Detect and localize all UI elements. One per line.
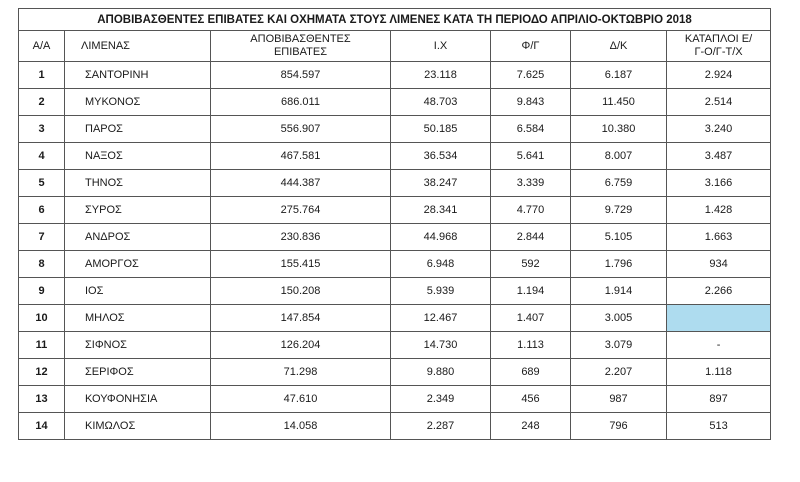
cell-fg: 1.407 <box>491 305 571 332</box>
cell-passengers: 47.610 <box>211 386 391 413</box>
cell-aa: 14 <box>19 413 65 440</box>
cell-aa: 12 <box>19 359 65 386</box>
cell-passengers: 150.208 <box>211 278 391 305</box>
cell-arrivals: 2.924 <box>667 62 771 89</box>
table-row <box>19 116 771 143</box>
header-passengers-line2: ΕΠΙΒΑΤΕΣ <box>273 46 328 58</box>
table-row <box>19 197 771 224</box>
table-body <box>19 62 771 440</box>
cell-dk: 987 <box>571 386 667 413</box>
cell-ix: 36.534 <box>391 143 491 170</box>
cell-arrivals-highlighted <box>667 305 771 332</box>
header-passengers-line1: ΑΠΟΒΙΒΑΣΘΕΝΤΕΣ <box>250 33 351 45</box>
table-row <box>19 305 771 332</box>
cell-port: ΤΗΝΟΣ <box>65 170 211 197</box>
table-row <box>19 386 771 413</box>
cell-dk: 3.005 <box>571 305 667 332</box>
cell-aa: 7 <box>19 224 65 251</box>
cell-passengers: 467.581 <box>211 143 391 170</box>
cell-dk: 6.759 <box>571 170 667 197</box>
cell-passengers: 444.387 <box>211 170 391 197</box>
cell-dk: 6.187 <box>571 62 667 89</box>
cell-port: ΑΜΟΡΓΟΣ <box>65 251 211 278</box>
header-arrivals <box>667 31 771 62</box>
cell-aa: 8 <box>19 251 65 278</box>
cell-aa: 5 <box>19 170 65 197</box>
cell-fg: 1.113 <box>491 332 571 359</box>
port-statistics-table <box>18 8 771 440</box>
cell-aa: 6 <box>19 197 65 224</box>
cell-ix: 14.730 <box>391 332 491 359</box>
cell-fg: 7.625 <box>491 62 571 89</box>
cell-port: ΚΟΥΦΟΝΗΣΙΑ <box>65 386 211 413</box>
cell-port: ΣΥΡΟΣ <box>65 197 211 224</box>
cell-ix: 12.467 <box>391 305 491 332</box>
cell-passengers: 275.764 <box>211 197 391 224</box>
cell-arrivals: 3.487 <box>667 143 771 170</box>
cell-dk: 11.450 <box>571 89 667 116</box>
cell-fg: 689 <box>491 359 571 386</box>
cell-aa: 13 <box>19 386 65 413</box>
cell-port: ΜΗΛΟΣ <box>65 305 211 332</box>
cell-dk: 5.105 <box>571 224 667 251</box>
cell-ix: 48.703 <box>391 89 491 116</box>
cell-port: ΣΙΦΝΟΣ <box>65 332 211 359</box>
cell-passengers: 147.854 <box>211 305 391 332</box>
table-title: ΑΠΟΒΙΒΑΣΘΕΝΤΕΣ ΕΠΙΒΑΤΕΣ ΚΑΙ ΟΧΗΜΑΤΑ ΣΤΟΥΣ ΛΙΜΕΝΕΣ ΚΑΤΑ ΤΗ ΠΕΡΙΟΔΟ ΑΠΡΙΛΙΟ-ΟΚΤΩΒΡΙΟ 2018 <box>19 9 771 31</box>
cell-passengers: 854.597 <box>211 62 391 89</box>
cell-arrivals: 1.428 <box>667 197 771 224</box>
cell-dk: 9.729 <box>571 197 667 224</box>
table-row <box>19 143 771 170</box>
cell-dk: 3.079 <box>571 332 667 359</box>
cell-fg: 6.584 <box>491 116 571 143</box>
header-arrivals-line1: ΚΑΤΑΠΛΟΙ Ε/ <box>684 33 753 45</box>
cell-aa: 2 <box>19 89 65 116</box>
cell-ix: 2.287 <box>391 413 491 440</box>
cell-ix: 38.247 <box>391 170 491 197</box>
cell-arrivals: 2.266 <box>667 278 771 305</box>
cell-fg: 592 <box>491 251 571 278</box>
cell-arrivals: 1.663 <box>667 224 771 251</box>
header-port: ΛΙΜΕΝΑΣ <box>65 31 211 62</box>
cell-arrivals: - <box>667 332 771 359</box>
header-fg: Φ/Γ <box>491 31 571 62</box>
cell-dk: 10.380 <box>571 116 667 143</box>
cell-ix: 23.118 <box>391 62 491 89</box>
cell-arrivals: 1.118 <box>667 359 771 386</box>
cell-passengers: 14.058 <box>211 413 391 440</box>
header-arrivals-line2: Γ-Ο/Γ-Τ/Χ <box>694 46 743 58</box>
cell-dk: 1.796 <box>571 251 667 278</box>
cell-ix: 50.185 <box>391 116 491 143</box>
cell-port: ΣΑΝΤΟΡΙΝΗ <box>65 62 211 89</box>
cell-passengers: 155.415 <box>211 251 391 278</box>
cell-arrivals: 3.166 <box>667 170 771 197</box>
cell-port: ΣΕΡΙΦΟΣ <box>65 359 211 386</box>
cell-port: ΠΑΡΟΣ <box>65 116 211 143</box>
cell-fg: 2.844 <box>491 224 571 251</box>
table-row <box>19 224 771 251</box>
cell-aa: 9 <box>19 278 65 305</box>
cell-port: ΝΑΞΟΣ <box>65 143 211 170</box>
cell-aa: 11 <box>19 332 65 359</box>
cell-passengers: 71.298 <box>211 359 391 386</box>
table-row <box>19 332 771 359</box>
cell-aa: 4 <box>19 143 65 170</box>
header-dk: Δ/Κ <box>571 31 667 62</box>
cell-passengers: 230.836 <box>211 224 391 251</box>
table-row <box>19 413 771 440</box>
cell-fg: 456 <box>491 386 571 413</box>
statistics-sheet <box>18 8 770 440</box>
header-row <box>19 31 771 62</box>
table-row <box>19 251 771 278</box>
cell-dk: 796 <box>571 413 667 440</box>
cell-aa: 3 <box>19 116 65 143</box>
cell-arrivals: 934 <box>667 251 771 278</box>
table-row <box>19 89 771 116</box>
table-row <box>19 62 771 89</box>
table-row <box>19 278 771 305</box>
cell-fg: 5.641 <box>491 143 571 170</box>
cell-ix: 6.948 <box>391 251 491 278</box>
header-ix: Ι.Χ <box>391 31 491 62</box>
cell-fg: 1.194 <box>491 278 571 305</box>
cell-fg: 248 <box>491 413 571 440</box>
cell-ix: 9.880 <box>391 359 491 386</box>
cell-ix: 28.341 <box>391 197 491 224</box>
header-aa: Α/Α <box>19 31 65 62</box>
table-row <box>19 170 771 197</box>
cell-aa: 10 <box>19 305 65 332</box>
cell-passengers: 556.907 <box>211 116 391 143</box>
header-passengers <box>211 31 391 62</box>
table-row <box>19 359 771 386</box>
cell-dk: 1.914 <box>571 278 667 305</box>
cell-arrivals: 3.240 <box>667 116 771 143</box>
cell-ix: 44.968 <box>391 224 491 251</box>
cell-fg: 3.339 <box>491 170 571 197</box>
cell-aa: 1 <box>19 62 65 89</box>
cell-arrivals: 2.514 <box>667 89 771 116</box>
cell-ix: 5.939 <box>391 278 491 305</box>
cell-ix: 2.349 <box>391 386 491 413</box>
cell-fg: 4.770 <box>491 197 571 224</box>
cell-fg: 9.843 <box>491 89 571 116</box>
cell-port: ΚΙΜΩΛΟΣ <box>65 413 211 440</box>
cell-port: ΜΥΚΟΝΟΣ <box>65 89 211 116</box>
cell-passengers: 686.011 <box>211 89 391 116</box>
cell-arrivals: 897 <box>667 386 771 413</box>
cell-passengers: 126.204 <box>211 332 391 359</box>
cell-dk: 2.207 <box>571 359 667 386</box>
cell-port: ΙΟΣ <box>65 278 211 305</box>
cell-arrivals: 513 <box>667 413 771 440</box>
cell-port: ΑΝΔΡΟΣ <box>65 224 211 251</box>
cell-dk: 8.007 <box>571 143 667 170</box>
